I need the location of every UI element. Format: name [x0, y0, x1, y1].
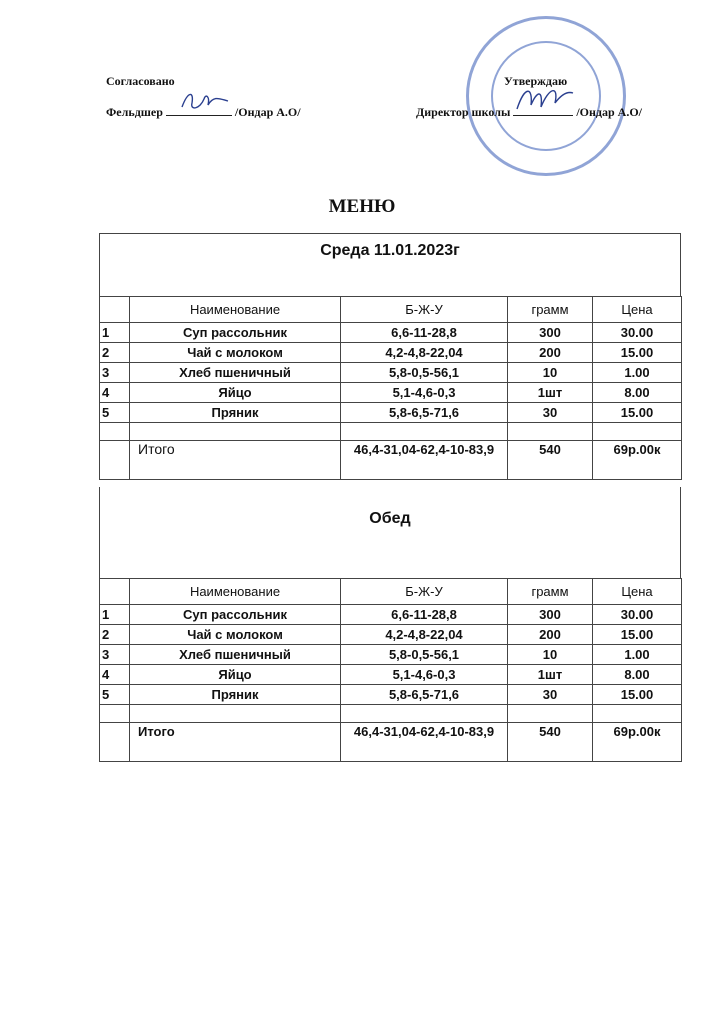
row-price: 15.00: [593, 403, 682, 423]
row-gram: 1шт: [508, 665, 593, 685]
table-header-row: [100, 579, 682, 605]
page-title: МЕНЮ: [328, 196, 396, 217]
empty-cell: [508, 423, 593, 441]
row-name: Пряник: [130, 403, 341, 423]
total-bju: 46,4-31,04-62,4-10-83,9: [341, 441, 508, 480]
table-total-row: [100, 441, 682, 480]
table-row: [100, 343, 682, 363]
row-name: Хлеб пшеничный: [130, 645, 341, 665]
left-signature-mark: [180, 89, 230, 115]
row-name: Чай с молоком: [130, 343, 341, 363]
table-row: [100, 363, 682, 383]
header-num: [100, 297, 130, 323]
total-num: [100, 441, 130, 480]
left-role: Фельдшер: [106, 105, 163, 119]
row-num: 1: [100, 605, 130, 625]
table-row: [100, 605, 682, 625]
row-price: 15.00: [593, 625, 682, 645]
row-num: 4: [100, 665, 130, 685]
header-name: Наименование: [130, 297, 341, 323]
empty-cell: [130, 423, 341, 441]
row-num: 3: [100, 645, 130, 665]
table-header-row: [100, 297, 682, 323]
right-name: /Ондар А.О/: [576, 105, 642, 119]
right-role: Директор школы: [416, 105, 511, 119]
row-name: Яйцо: [130, 383, 341, 403]
header-bju: Б-Ж-У: [341, 579, 508, 605]
table-row: [100, 625, 682, 645]
row-num: 2: [100, 343, 130, 363]
total-bju: 46,4-31,04-62,4-10-83,9: [341, 723, 508, 762]
approval-left-signature-line: [106, 103, 301, 120]
total-num: [100, 723, 130, 762]
row-name: Яйцо: [130, 665, 341, 685]
total-price: 69р.00к: [593, 441, 682, 480]
row-bju: 5,8-0,5-56,1: [341, 363, 508, 383]
row-num: 2: [100, 625, 130, 645]
header-price: Цена: [593, 297, 682, 323]
table-row: [100, 323, 682, 343]
row-gram: 30: [508, 685, 593, 705]
row-price: 15.00: [593, 685, 682, 705]
header-bju: Б-Ж-У: [341, 297, 508, 323]
row-gram: 300: [508, 605, 593, 625]
row-bju: 4,2-4,8-22,04: [341, 625, 508, 645]
right-signature-mark: [515, 81, 575, 117]
row-gram: 1шт: [508, 383, 593, 403]
empty-cell: [341, 423, 508, 441]
approval-right-title: Утверждаю: [504, 74, 568, 88]
header-price: Цена: [593, 579, 682, 605]
row-gram: 200: [508, 343, 593, 363]
empty-cell: [100, 423, 130, 441]
total-gram: 540: [508, 723, 593, 762]
row-name: Хлеб пшеничный: [130, 363, 341, 383]
row-bju: 6,6-11-28,8: [341, 605, 508, 625]
table-row-empty: [100, 705, 682, 723]
row-num: 5: [100, 403, 130, 423]
menu-table-1: [99, 296, 682, 480]
row-bju: 5,8-6,5-71,6: [341, 685, 508, 705]
row-price: 30.00: [593, 605, 682, 625]
approval-right-signature-line: [416, 103, 642, 120]
table-total-row: [100, 723, 682, 762]
row-name: Пряник: [130, 685, 341, 705]
row-gram: 10: [508, 645, 593, 665]
table-row-empty: [100, 423, 682, 441]
row-num: 4: [100, 383, 130, 403]
total-label: Итого: [130, 723, 341, 762]
row-price: 1.00: [593, 645, 682, 665]
row-bju: 5,1-4,6-0,3: [341, 665, 508, 685]
header-gram: грамм: [508, 579, 593, 605]
total-gram: 540: [508, 441, 593, 480]
row-bju: 4,2-4,8-22,04: [341, 343, 508, 363]
row-num: 5: [100, 685, 130, 705]
row-bju: 5,8-6,5-71,6: [341, 403, 508, 423]
row-gram: 10: [508, 363, 593, 383]
header-num: [100, 579, 130, 605]
section-2-title: Обед: [369, 510, 411, 527]
row-price: 1.00: [593, 363, 682, 383]
table-row: [100, 665, 682, 685]
row-bju: 5,1-4,6-0,3: [341, 383, 508, 403]
table-row: [100, 403, 682, 423]
empty-cell: [130, 705, 341, 723]
section-2-header-frame: [99, 487, 681, 579]
empty-cell: [508, 705, 593, 723]
table-row: [100, 383, 682, 403]
row-gram: 200: [508, 625, 593, 645]
header-gram: грамм: [508, 297, 593, 323]
approval-left-title: Согласовано: [106, 74, 175, 88]
row-price: 15.00: [593, 343, 682, 363]
header-name: Наименование: [130, 579, 341, 605]
row-num: 3: [100, 363, 130, 383]
row-bju: 6,6-11-28,8: [341, 323, 508, 343]
row-name: Чай с молоком: [130, 625, 341, 645]
section-1-title: Среда 11.01.2023г: [320, 242, 460, 259]
table-row: [100, 685, 682, 705]
row-num: 1: [100, 323, 130, 343]
row-bju: 5,8-0,5-56,1: [341, 645, 508, 665]
row-name: Суп рассольник: [130, 323, 341, 343]
empty-cell: [100, 705, 130, 723]
empty-cell: [341, 705, 508, 723]
table-row: [100, 645, 682, 665]
row-price: 8.00: [593, 383, 682, 403]
row-name: Суп рассольник: [130, 605, 341, 625]
menu-table-2: [99, 578, 682, 762]
right-signature-field: [513, 103, 573, 116]
row-gram: 30: [508, 403, 593, 423]
row-price: 30.00: [593, 323, 682, 343]
left-name: /Ондар А.О/: [234, 105, 301, 119]
empty-cell: [593, 423, 682, 441]
empty-cell: [593, 705, 682, 723]
total-price: 69р.00к: [593, 723, 682, 762]
row-gram: 300: [508, 323, 593, 343]
left-signature-field: [166, 103, 232, 116]
total-label: Итого: [130, 441, 341, 480]
row-price: 8.00: [593, 665, 682, 685]
